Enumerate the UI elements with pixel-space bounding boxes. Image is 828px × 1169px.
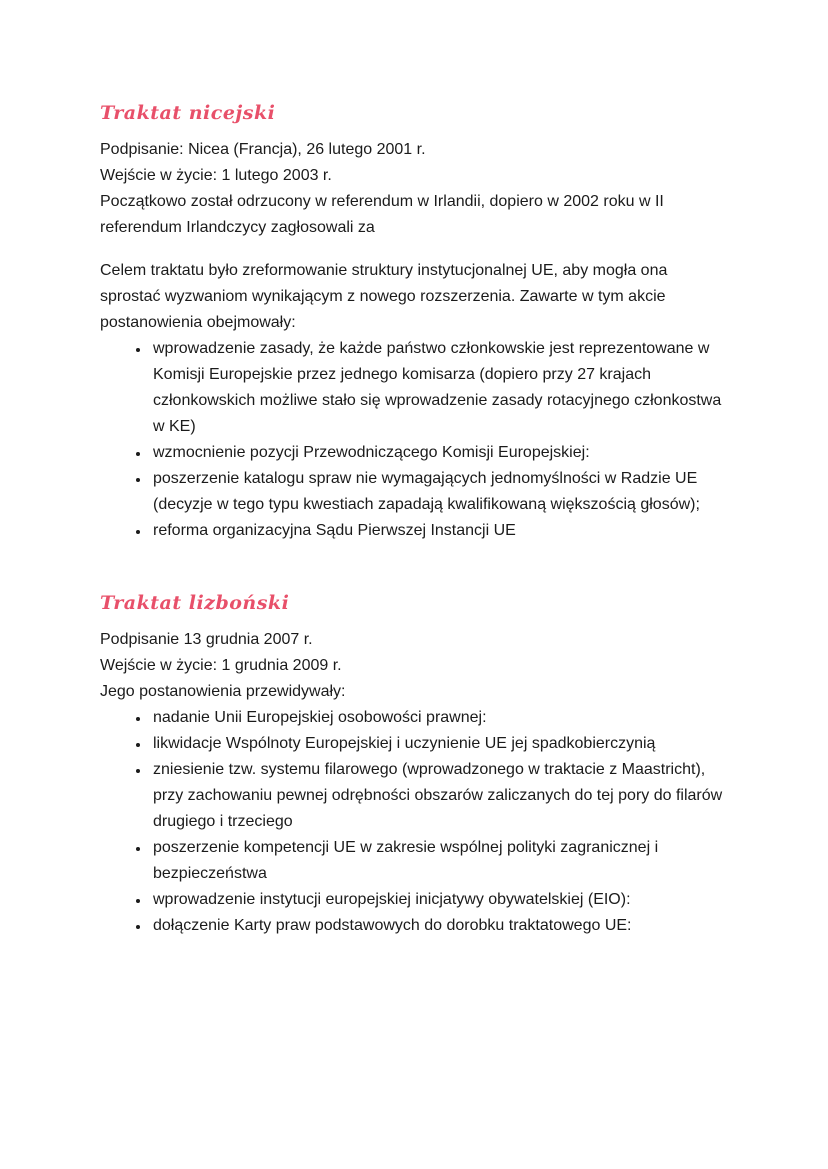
bullet-item: • wzmocnienie pozycji Przewodniczącego Komisji Europejskiej: <box>150 440 732 466</box>
paragraph-entry-into-force: Wejście w życie: 1 lutego 2003 r. <box>100 167 332 184</box>
paragraph-treaty-goal: Celem traktatu było zreformowanie struktury instytucjonalnej UE, aby mogła ona sprostać wyzwaniom wynikającym z nowego rozszerzenia. Zawarte w tym akcie postanowienia obejmowały: <box>100 262 668 331</box>
paragraph-referendum: Początkowo został odrzucony w referendum w Irlandii, dopiero w 2002 roku w II referendum Irlandczycy zagłosowali za <box>100 193 664 236</box>
bullet-item: • nadanie Unii Europejskiej osobowości prawnej: <box>150 705 732 731</box>
section-traktat-lizbonski <box>100 590 732 939</box>
section-heading-lizbonski: Traktat lizboński <box>100 592 290 614</box>
paragraph-signing: Podpisanie 13 grudnia 2007 r. <box>100 631 313 648</box>
bullet-item: • reforma organizacyjna Sądu Pierwszej Instancji UE <box>150 518 732 544</box>
bullet-item: • poszerzenie kompetencji UE w zakresie wspólnej polityki zagranicznej i bezpieczeństwa <box>150 835 732 887</box>
bullet-list-nicejski <box>100 336 732 544</box>
bullet-item: • likwidacje Wspólnoty Europejskiej i uczynienie UE jej spadkobierczynią <box>150 731 732 757</box>
bullet-item: • poszerzenie katalogu spraw nie wymagających jednomyślności w Radzie UE (decyzje w tego typu kwestiach zapadają kwalifikowaną większością głosów); <box>150 466 732 518</box>
section-traktat-nicejski <box>100 100 732 544</box>
bullet-item: • zniesienie tzw. systemu filarowego (wprowadzonego w traktacie z Maastricht), przy zachowaniu pewnej odrębności obszarów zaliczanych do tej pory do filarów drugiego i trzeciego <box>150 757 732 835</box>
bullet-list-lizbonski <box>100 705 732 939</box>
blank-line <box>100 241 732 258</box>
bullet-item: • wprowadzenie instytucji europejskiej inicjatywy obywatelskiej (EIO): <box>150 887 732 913</box>
paragraph-provisions-intro: Jego postanowienia przewidywały: <box>100 683 346 700</box>
bullet-item: • wprowadzenie zasady, że każde państwo członkowskie jest reprezentowane w Komisji Europejskie przez jednego komisarza (dopiero przy 27 krajach członkowskich możliwe stało się wprowadzenie zasady rotacyjnego członkostwa w KE) <box>150 336 732 440</box>
paragraph-signing: Podpisanie: Nicea (Francja), 26 lutego 2001 r. <box>100 141 426 158</box>
section-heading-nicejski: Traktat nicejski <box>100 102 276 124</box>
bullet-item: • dołączenie Karty praw podstawowych do dorobku traktatowego UE: <box>150 913 732 939</box>
paragraph-entry-into-force: Wejście w życie: 1 grudnia 2009 r. <box>100 657 342 674</box>
